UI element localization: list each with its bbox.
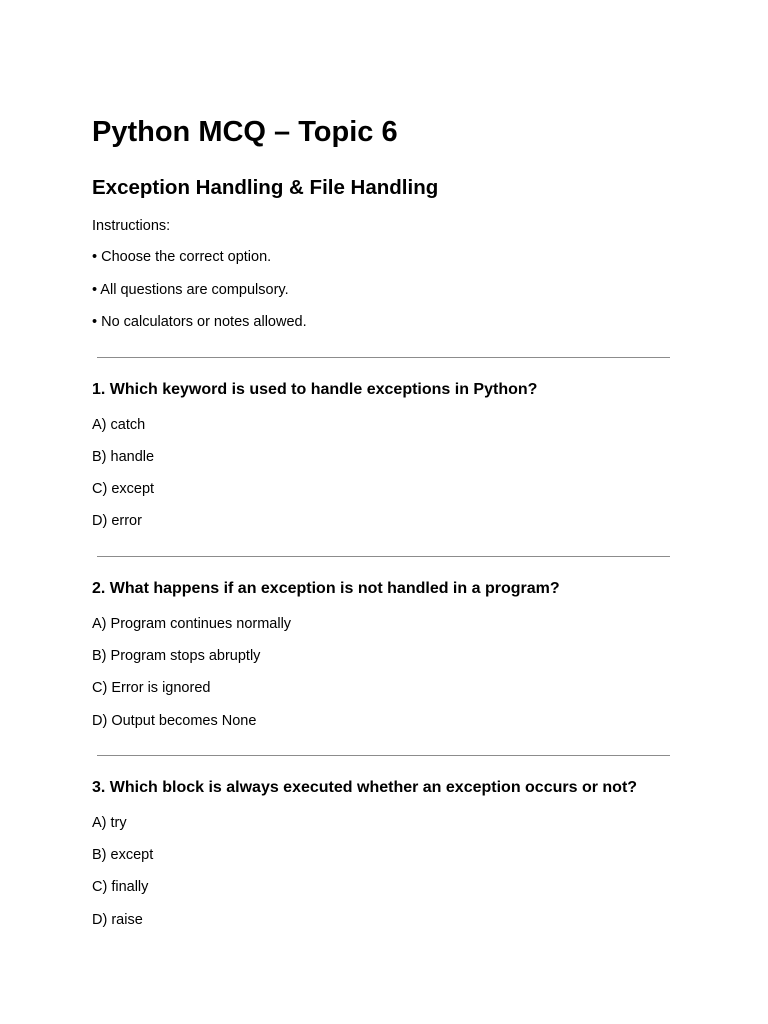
answer-option: D) error	[92, 513, 142, 529]
answer-option: A) catch	[92, 417, 146, 433]
answer-option: C) finally	[92, 879, 149, 895]
answer-option: B) handle	[92, 449, 155, 465]
answer-option: B) except	[92, 847, 154, 863]
question-text: 3. Which block is always executed whether an exception occurs or not?	[92, 779, 638, 796]
answer-option: B) Program stops abruptly	[92, 648, 261, 664]
section-divider	[97, 556, 670, 557]
instructions-heading: Instructions:	[92, 218, 171, 234]
section-divider	[97, 357, 670, 358]
section-divider	[97, 755, 670, 756]
answer-option: A) Program continues normally	[92, 616, 292, 632]
instruction-item: • All questions are compulsory.	[92, 282, 289, 298]
question-text: 1. Which keyword is used to handle exceptions in Python?	[92, 381, 538, 398]
question-text: 2. What happens if an exception is not handled in a program?	[92, 580, 560, 597]
page-title: Python MCQ – Topic 6	[92, 116, 398, 148]
instruction-item: • No calculators or notes allowed.	[92, 314, 307, 330]
instruction-item: • Choose the correct option.	[92, 249, 272, 265]
answer-option: D) Output becomes None	[92, 713, 257, 729]
answer-option: D) raise	[92, 912, 143, 928]
answer-option: A) try	[92, 815, 127, 831]
page-subtitle: Exception Handling & File Handling	[92, 176, 439, 199]
answer-option: C) except	[92, 481, 155, 497]
answer-option: C) Error is ignored	[92, 680, 211, 696]
